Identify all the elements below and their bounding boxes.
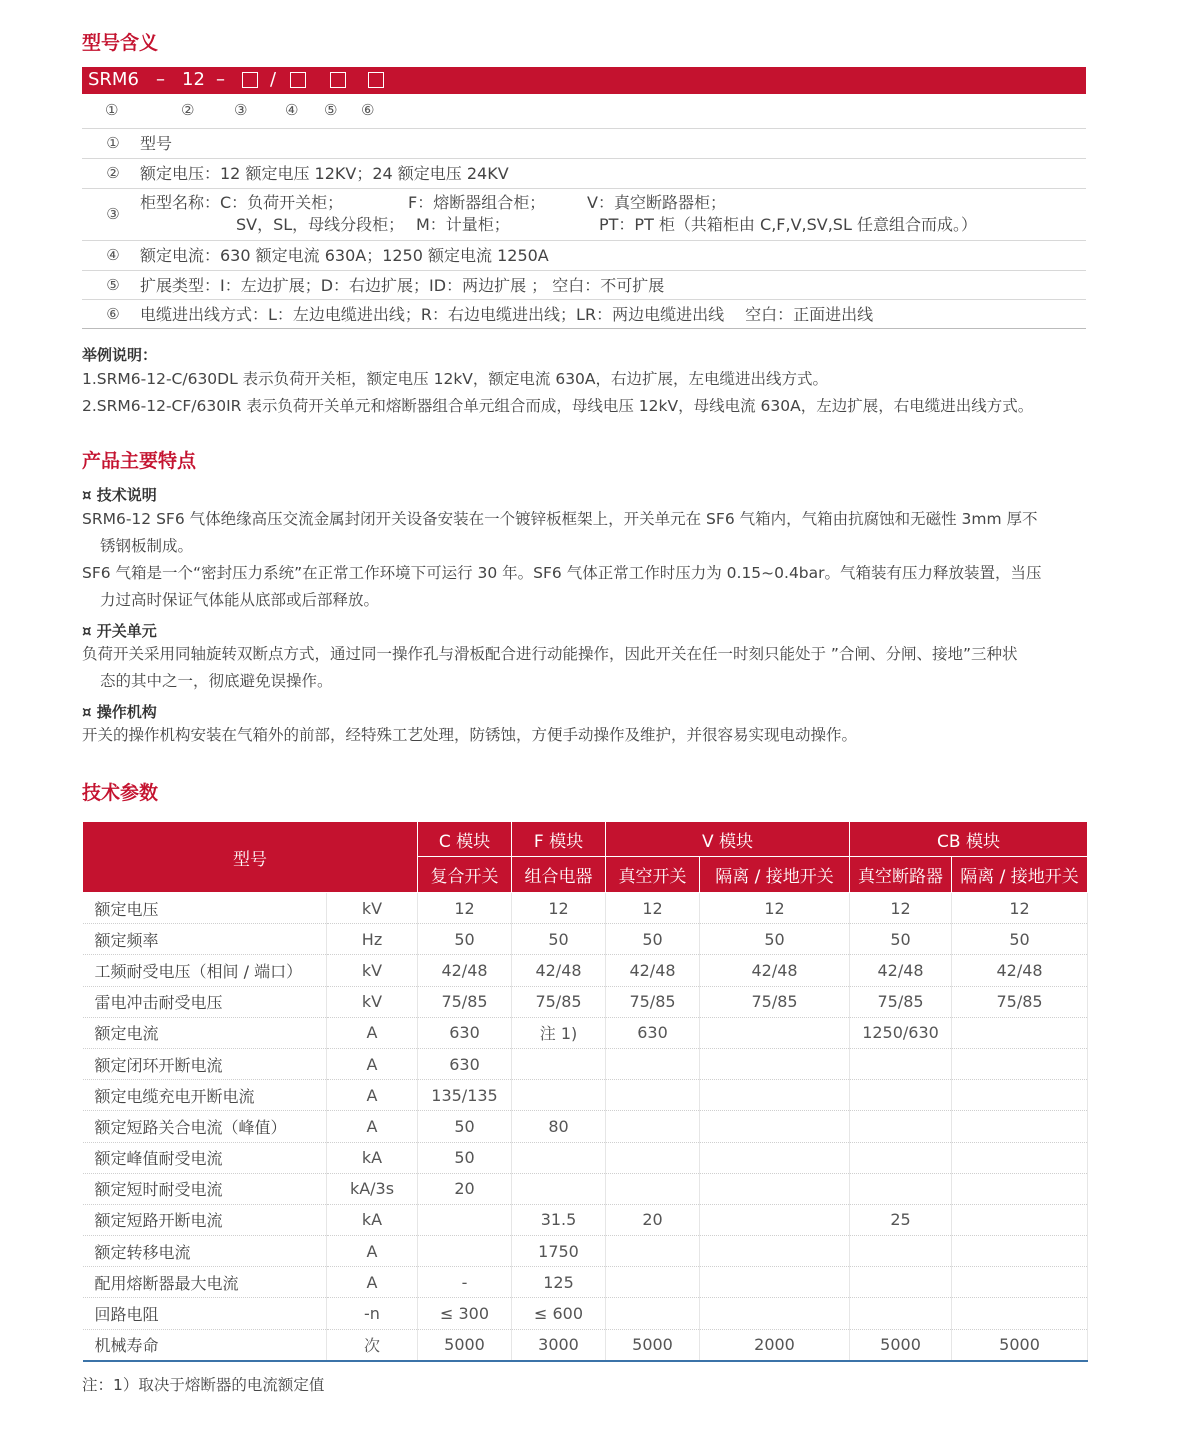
features-title: 产品主要特点 — [82, 450, 197, 472]
param-name-cell: 额定电流 — [83, 1017, 327, 1048]
value-cell: 1250/630 — [850, 1017, 952, 1048]
value-cell: 3000 — [512, 1329, 606, 1361]
value-cell: 50 — [700, 924, 850, 955]
circle-number: ② — [181, 101, 195, 119]
value-cell: 630 — [418, 1017, 512, 1048]
table-row — [83, 955, 1088, 986]
value-cell — [952, 1298, 1088, 1329]
table-row — [83, 1048, 1088, 1079]
meaning-row — [82, 270, 1086, 300]
unit-cell: A — [327, 1236, 418, 1267]
param-name-cell: 工频耐受电压（相间 / 端口） — [83, 955, 327, 986]
unit-cell: A — [327, 1267, 418, 1298]
value-cell: 12 — [952, 893, 1088, 924]
tech-desc-paragraph: SRM6-12 SF6 气体绝缘高压交流金属封闭开关设备安装在一个镀锌板框架上，开关单元在 SF6 气箱内，气箱由抗腐蚀和无磁性 3mm 厚不 — [82, 510, 1038, 528]
table-row — [83, 1111, 1088, 1142]
value-cell: 75/85 — [512, 986, 606, 1017]
value-cell — [606, 1142, 700, 1173]
value-cell — [952, 1080, 1088, 1111]
tech-desc-paragraph: SF6 气箱是一个“密封压力系统”在正常工作环境下可运行 30 年。SF6 气体正常工作时压力为 0.15~0.4bar。气箱装有压力释放装置，当压 — [82, 564, 1042, 582]
value-cell: 12 — [606, 893, 700, 924]
switch-unit-paragraph: 态的其中之一，彻底避免误操作。 — [100, 672, 333, 690]
value-cell — [850, 1267, 952, 1298]
meaning-row-text: 柜型名称：C：负荷开关柜； — [140, 193, 344, 212]
table-group-header: CB 模块 — [850, 822, 1088, 857]
blank-box-icon — [368, 72, 384, 93]
circle-number: ⑤ — [324, 101, 338, 119]
value-cell — [952, 1048, 1088, 1079]
value-cell: 75/85 — [952, 986, 1088, 1017]
value-cell: 注 1) — [512, 1017, 606, 1048]
meaning-row-number: ② — [106, 164, 120, 182]
value-cell — [850, 1048, 952, 1079]
value-cell — [700, 1204, 850, 1235]
value-cell: 5000 — [418, 1329, 512, 1361]
value-cell — [700, 1173, 850, 1204]
param-name-cell: 额定电压 — [83, 893, 327, 924]
value-cell: 630 — [418, 1048, 512, 1079]
param-name-cell: 配用熔断器最大电流 — [83, 1267, 327, 1298]
meaning-row-text: V：真空断路器柜； — [587, 193, 726, 212]
value-cell: 75/85 — [606, 986, 700, 1017]
value-cell — [700, 1142, 850, 1173]
value-cell: 630 — [606, 1017, 700, 1048]
value-cell: 20 — [606, 1204, 700, 1235]
value-cell — [700, 1017, 850, 1048]
value-cell: 125 — [512, 1267, 606, 1298]
value-cell — [952, 1173, 1088, 1204]
meaning-row-text: 型号 — [140, 134, 173, 153]
tech-desc-paragraph: 力过高时保证气体能从底部或后部释放。 — [100, 591, 380, 609]
unit-cell: A — [327, 1080, 418, 1111]
table-sub-header: 组合电器 — [512, 857, 606, 893]
unit-cell: Hz — [327, 924, 418, 955]
model-meaning-title: 型号含义 — [82, 32, 159, 54]
tech-params-title: 技术参数 — [82, 782, 159, 804]
value-cell: 80 — [512, 1111, 606, 1142]
unit-cell: kV — [327, 955, 418, 986]
table-row — [83, 986, 1088, 1017]
value-cell: 50 — [850, 924, 952, 955]
value-cell — [850, 1236, 952, 1267]
meaning-row-text: M：计量柜； — [416, 215, 510, 234]
value-cell — [606, 1048, 700, 1079]
value-cell: 5000 — [952, 1329, 1088, 1361]
table-sub-header: 隔离 / 接地开关 — [952, 857, 1088, 893]
value-cell: 42/48 — [952, 955, 1088, 986]
unit-cell: A — [327, 1017, 418, 1048]
value-cell — [700, 1048, 850, 1079]
value-cell: 42/48 — [512, 955, 606, 986]
param-name-cell: 机械寿命 — [83, 1329, 327, 1361]
meaning-row-text: 额定电流：630 额定电流 630A；1250 额定电流 1250A — [140, 246, 549, 265]
value-cell — [606, 1236, 700, 1267]
value-cell: 50 — [418, 1111, 512, 1142]
value-cell — [700, 1080, 850, 1111]
examples-heading: 举例说明： — [82, 346, 158, 364]
meaning-row — [82, 158, 1086, 189]
value-cell: 1750 — [512, 1236, 606, 1267]
param-name-cell: 额定频率 — [83, 924, 327, 955]
value-cell: - — [418, 1267, 512, 1298]
value-cell — [512, 1048, 606, 1079]
value-cell: ≤ 300 — [418, 1298, 512, 1329]
value-cell — [952, 1267, 1088, 1298]
unit-cell: kA/3s — [327, 1173, 418, 1204]
param-name-cell: 额定峰值耐受电流 — [83, 1142, 327, 1173]
model-dash-2: – — [216, 69, 225, 90]
value-cell: 75/85 — [418, 986, 512, 1017]
switch-unit-heading: ¤ 开关单元 — [82, 622, 157, 640]
value-cell: 31.5 — [512, 1204, 606, 1235]
param-name-cell: 回路电阻 — [83, 1298, 327, 1329]
value-cell: 50 — [418, 1142, 512, 1173]
value-cell: 50 — [606, 924, 700, 955]
meaning-row — [82, 299, 1086, 329]
blank-box-icon — [330, 72, 346, 93]
value-cell: 12 — [850, 893, 952, 924]
meaning-row — [82, 240, 1086, 271]
value-cell — [606, 1080, 700, 1111]
meaning-row-number: ⑤ — [106, 276, 120, 294]
model-slash: / — [270, 69, 277, 90]
circle-number: ⑥ — [361, 101, 375, 119]
value-cell — [850, 1080, 952, 1111]
value-cell — [952, 1142, 1088, 1173]
value-cell: 75/85 — [700, 986, 850, 1017]
value-cell: 50 — [952, 924, 1088, 955]
value-cell: 75/85 — [850, 986, 952, 1017]
meaning-row-number: ⑥ — [106, 305, 120, 323]
value-cell: 5000 — [850, 1329, 952, 1361]
meaning-row-text: 电缆进出线方式：L：左边电缆进出线；R：右边电缆进出线；LR：两边电缆进出线 空白：正面进出线 — [140, 305, 874, 324]
tech-params-table — [82, 821, 1088, 1362]
value-cell — [512, 1080, 606, 1111]
value-cell — [700, 1267, 850, 1298]
unit-cell: kA — [327, 1142, 418, 1173]
unit-cell: A — [327, 1111, 418, 1142]
table-sub-header: 真空断路器 — [850, 857, 952, 893]
table-row — [83, 1236, 1088, 1267]
table-row — [83, 1329, 1088, 1361]
mechanism-heading: ¤ 操作机构 — [82, 703, 157, 721]
model-voltage: 12 — [182, 69, 205, 90]
table-footnote: 注：1）取决于熔断器的电流额定值 — [82, 1376, 325, 1394]
value-cell: 50 — [512, 924, 606, 955]
blank-box-icon — [242, 72, 258, 93]
meaning-row-text: SV，SL，母线分段柜； — [236, 215, 405, 234]
meaning-row-text: F：熔断器组合柜； — [408, 193, 546, 212]
meaning-row — [82, 128, 1086, 159]
switch-unit-paragraph: 负荷开关采用同轴旋转双断点方式，通过同一操作孔与滑板配合进行动能操作，因此开关在任一时刻只能处于 ”合闸、分闸、接地”三种状 — [82, 645, 1018, 663]
table-row — [83, 1267, 1088, 1298]
param-name-cell: 额定短路开断电流 — [83, 1204, 327, 1235]
param-name-cell: 额定电缆充电开断电流 — [83, 1080, 327, 1111]
meaning-row-text: PT：PT 柜（共箱柜由 C,F,V,SV,SL 任意组合而成。） — [599, 215, 977, 234]
meaning-row-text: 额定电压：12 额定电压 12KV；24 额定电压 24KV — [140, 164, 509, 183]
table-row — [83, 1017, 1088, 1048]
param-name-cell: 雷电冲击耐受电压 — [83, 986, 327, 1017]
unit-cell: 次 — [327, 1329, 418, 1361]
model-prefix: SRM6 — [88, 69, 139, 90]
table-sub-header: 复合开关 — [418, 857, 512, 893]
value-cell: ≤ 600 — [512, 1298, 606, 1329]
table-row — [83, 893, 1088, 924]
value-cell — [850, 1142, 952, 1173]
meaning-row — [82, 188, 1086, 241]
example-item: 2.SRM6-12-CF/630IR 表示负荷开关单元和熔断器组合单元组合而成，母线电压 12kV，母线电流 630A，左边扩展，右电缆进出线方式。 — [82, 397, 1034, 415]
model-dash-1: – — [156, 69, 165, 90]
value-cell — [850, 1173, 952, 1204]
circle-number: ③ — [234, 101, 248, 119]
model-code-bar — [82, 67, 1086, 94]
value-cell — [850, 1298, 952, 1329]
table-group-header: F 模块 — [512, 822, 606, 857]
param-name-cell: 额定短时耐受电流 — [83, 1173, 327, 1204]
unit-cell: kV — [327, 893, 418, 924]
param-name-cell: 额定短路关合电流（峰值） — [83, 1111, 327, 1142]
value-cell: 135/135 — [418, 1080, 512, 1111]
table-row — [83, 1173, 1088, 1204]
table-sub-header: 隔离 / 接地开关 — [700, 857, 850, 893]
table-row — [83, 1142, 1088, 1173]
value-cell: 20 — [418, 1173, 512, 1204]
value-cell: 50 — [418, 924, 512, 955]
table-header-model: 型号 — [83, 822, 418, 893]
value-cell — [606, 1173, 700, 1204]
table-group-header: C 模块 — [418, 822, 512, 857]
blank-box-icon — [290, 72, 306, 93]
value-cell: 25 — [850, 1204, 952, 1235]
table-row — [83, 1080, 1088, 1111]
value-cell — [606, 1111, 700, 1142]
value-cell — [700, 1298, 850, 1329]
example-item: 1.SRM6-12-C/630DL 表示负荷开关柜，额定电压 12kV，额定电流 630A，右边扩展，左电缆进出线方式。 — [82, 370, 829, 388]
mechanism-paragraph: 开关的操作机构安装在气箱外的前部，经特殊工艺处理，防锈蚀，方便手动操作及维护，并很容易实现电动操作。 — [82, 726, 858, 744]
value-cell: 2000 — [700, 1329, 850, 1361]
value-cell — [418, 1204, 512, 1235]
value-cell: 12 — [700, 893, 850, 924]
value-cell — [512, 1142, 606, 1173]
value-cell: 12 — [418, 893, 512, 924]
value-cell — [952, 1111, 1088, 1142]
unit-cell: A — [327, 1048, 418, 1079]
table-row — [83, 1204, 1088, 1235]
value-cell: 5000 — [606, 1329, 700, 1361]
value-cell: 42/48 — [700, 955, 850, 986]
table-sub-header: 真空开关 — [606, 857, 700, 893]
value-cell: 42/48 — [850, 955, 952, 986]
param-name-cell: 额定转移电流 — [83, 1236, 327, 1267]
value-cell — [952, 1017, 1088, 1048]
unit-cell: -n — [327, 1298, 418, 1329]
param-name-cell: 额定闭环开断电流 — [83, 1048, 327, 1079]
value-cell — [952, 1236, 1088, 1267]
meaning-row-number: ③ — [106, 205, 120, 223]
table-row — [83, 1298, 1088, 1329]
circle-number: ④ — [285, 101, 299, 119]
circle-number: ① — [105, 101, 119, 119]
value-cell — [952, 1204, 1088, 1235]
meaning-row-number: ④ — [106, 246, 120, 264]
tech-desc-heading: ¤ 技术说明 — [82, 486, 157, 504]
value-cell — [606, 1298, 700, 1329]
value-cell — [512, 1173, 606, 1204]
value-cell — [700, 1111, 850, 1142]
unit-cell: kA — [327, 1204, 418, 1235]
value-cell: 42/48 — [418, 955, 512, 986]
meaning-row-text: 扩展类型：I：左边扩展；D：右边扩展；ID：两边扩展 ； 空白：不可扩展 — [140, 276, 665, 295]
value-cell — [700, 1236, 850, 1267]
unit-cell: kV — [327, 986, 418, 1017]
value-cell — [418, 1236, 512, 1267]
table-group-header: V 模块 — [606, 822, 850, 857]
value-cell — [850, 1111, 952, 1142]
table-row — [83, 924, 1088, 955]
tech-desc-paragraph: 锈钢板制成。 — [100, 537, 194, 555]
value-cell: 42/48 — [606, 955, 700, 986]
meaning-bottom-rule — [82, 328, 1086, 329]
value-cell — [606, 1267, 700, 1298]
value-cell: 12 — [512, 893, 606, 924]
meaning-row-number: ① — [106, 134, 120, 152]
